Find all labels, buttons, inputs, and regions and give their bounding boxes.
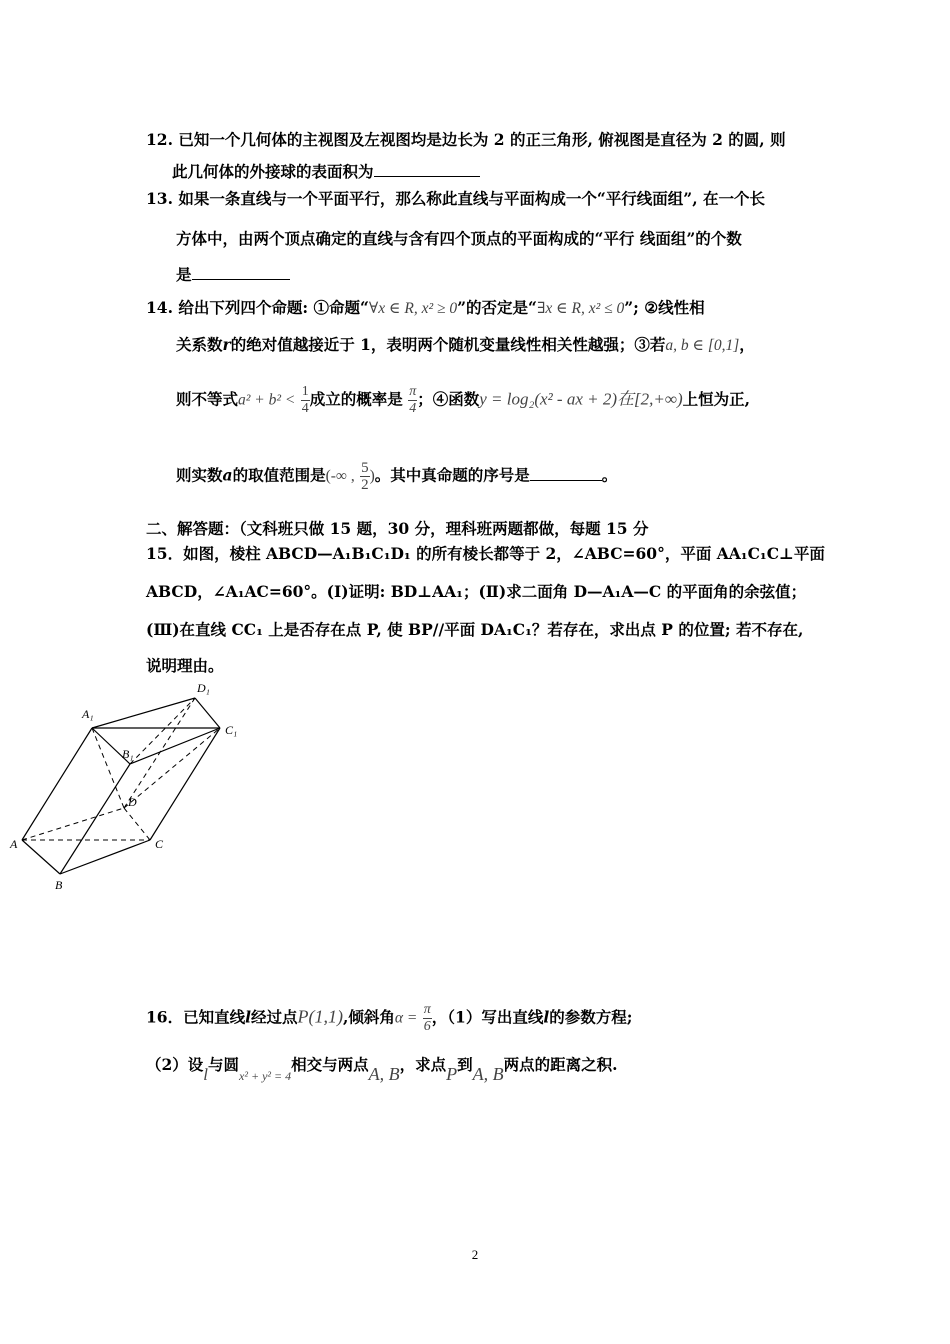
q16-math-alpha: α = — [394, 1009, 418, 1027]
q16-math-AB: A, B — [368, 1064, 400, 1084]
q14-text-c2: 成立的概率是 — [309, 389, 403, 409]
q16-text-b4: ，求点 — [399, 1055, 447, 1074]
q14-frac1-den: 4 — [301, 401, 309, 416]
q16-text-a5: 的参数方程; — [549, 1007, 633, 1027]
edge-B-B1 — [60, 764, 130, 874]
q16-frac-den: 6 — [423, 1019, 431, 1034]
q14-text-d3: 。其中真命题的序号是 — [374, 465, 530, 485]
edge-D-D1 — [124, 698, 195, 808]
label-C1: C₁ — [225, 723, 238, 737]
label-D1: D₁ — [197, 681, 210, 695]
q14-var-a: a — [222, 465, 233, 485]
q14-answer-blank — [530, 466, 602, 481]
edge-B1-C1 — [130, 728, 220, 764]
q14-fraction-five-half — [360, 460, 370, 493]
q16-math-circle: x² + y² = 4 — [239, 1069, 292, 1083]
q14-line4 — [176, 460, 617, 493]
q16-fraction-pi-sixth — [423, 1002, 432, 1035]
q16-text-b3: 相交与两点 — [291, 1055, 369, 1074]
q14-var-r: r — [222, 335, 231, 354]
q14-math-range-open: (-∞ , — [325, 467, 355, 485]
q12-line2 — [172, 160, 480, 182]
q14-frac3-num: 5 — [361, 460, 369, 476]
q16-math-point-p: P(1,1) — [297, 1006, 343, 1027]
edge-A-D — [22, 808, 124, 840]
q16-text-b5: 到 — [457, 1055, 473, 1074]
q14-text-b3: ， — [739, 335, 755, 354]
q14-math-inequality: a² + b² < — [238, 391, 296, 409]
q16-var-l-3: l — [203, 1065, 209, 1084]
q16-var-l-2: l — [543, 1007, 550, 1027]
edge-B-C — [60, 840, 150, 874]
prism-solid-edges — [22, 698, 220, 874]
q16-text-a1: 16．已知直线 — [146, 1007, 246, 1027]
q14-frac1-num: 1 — [301, 384, 309, 399]
q13-line2: 方体中，由两个顶点确定的直线与含有四个顶点的平面构成的“平行 线面组”的个数 — [176, 229, 742, 248]
edge-A-B — [22, 840, 60, 874]
q14-text-c1: 则不等式 — [176, 389, 239, 409]
label-A: A — [10, 837, 18, 851]
q16-text-b1: （2）设 — [146, 1055, 204, 1074]
edge-D-C — [124, 808, 150, 840]
q16-text-a4: ，（1）写出直线 — [431, 1007, 544, 1027]
q14-text-b2: 的绝对值越接近于 1，表明两个随机变量线性相关性越强；③若 — [230, 335, 666, 354]
label-D: D — [128, 795, 137, 809]
q14-line2 — [176, 333, 755, 355]
q14-math-forall: ∀x ∈ R, x² ≥ 0 — [368, 300, 458, 317]
q13-line1: 13. 如果一条直线与一个平面平行，那么称此直线与平面构成一个“平行线面组”, 在一个长 — [146, 189, 765, 208]
q15-line2: ABCD，∠A₁AC=60°。(Ⅰ)证明: BD⊥AA₁；(Ⅱ)求二面角 D—A₁A—C 的平面角的余弦值； — [146, 582, 807, 601]
q14-frac2-den: 4 — [409, 401, 417, 416]
edge-D1-C1 — [195, 698, 220, 728]
q16-math-AB-2: A, B — [472, 1064, 504, 1084]
q16-text-b6: 两点的距离之积. — [503, 1055, 618, 1074]
q14-math-exists: ∃x ∈ R, x² ≤ 0 — [536, 300, 625, 317]
q14-text-a3: ”; ②线性相 — [624, 298, 705, 317]
section-heading-answers: 二、解答题：（文科班只做 15 题，30 分，理科班两题都做，每题 15 分 — [146, 519, 649, 538]
q14-text-d4: 。 — [601, 465, 618, 485]
q14-text-a1: 14. 给出下列四个命题: ①命题“ — [146, 298, 369, 317]
q16-line2 — [146, 1053, 618, 1084]
q15-line4: 说明理由。 — [146, 656, 224, 675]
edge-A-A1 — [22, 728, 92, 840]
q14-text-d1: 则实数 — [176, 465, 223, 485]
q16-line1 — [146, 1002, 632, 1035]
q14-line3 — [176, 384, 750, 417]
q14-text-d2: 的取值范围是 — [232, 465, 326, 485]
q16-frac-num: π — [423, 1002, 431, 1017]
label-B: B — [55, 878, 63, 892]
edge-A1-D1 — [92, 698, 195, 728]
q14-text-b1: 关系数 — [176, 335, 223, 354]
prism-figure — [0, 678, 260, 898]
q13-line3-text: 是 — [176, 265, 192, 284]
label-B1: B₁ — [122, 747, 134, 761]
q14-text-c3: ；④函数 — [417, 389, 480, 409]
q14-fraction-quarter — [301, 384, 310, 417]
q14-math-log-function: y = log₂(x² - ax + 2)在[2,+∞) — [479, 389, 683, 409]
q16-text-a2: 经过点 — [250, 1007, 298, 1027]
q14-frac3-den: 2 — [361, 477, 369, 493]
q13-line3 — [176, 263, 290, 285]
q12-line2-text: 此几何体的外接球的表面积为 — [172, 162, 374, 181]
q14-text-a2: ”的否定是“ — [457, 298, 537, 317]
q14-fraction-pi-quarter — [408, 384, 417, 417]
edge-D-C1 — [124, 728, 220, 808]
q12-answer-blank — [374, 162, 480, 177]
label-A1: A₁ — [82, 707, 94, 721]
edge-C-C1 — [150, 728, 220, 840]
q16-text-a3: ,倾斜角 — [342, 1007, 395, 1027]
label-C: C — [155, 837, 164, 851]
q14-frac2-num: π — [409, 384, 417, 399]
edge-A1-D — [92, 728, 124, 808]
q13-answer-blank — [192, 265, 290, 280]
page-number: 2 — [471, 1247, 479, 1262]
q15-line1: 15．如图，棱柱 ABCD—A₁B₁C₁D₁ 的所有棱长都等于 2，∠ABC=60°，平面 AA₁C₁C⊥平面 — [146, 544, 825, 563]
q16-var-l: l — [245, 1007, 251, 1027]
q14-line1 — [146, 296, 705, 318]
q16-text-b2: 与圆 — [208, 1055, 240, 1074]
q16-math-P: P — [446, 1064, 458, 1084]
q14-math-ab-interval: a, b ∈ [0,1] — [665, 337, 740, 354]
q14-text-c4: 上恒为正, — [682, 389, 751, 409]
q12-line1: 12. 已知一个几何体的主视图及左视图均是边长为 2 的正三角形, 俯视图是直径为 2 的圆, 则 — [146, 130, 786, 149]
q14-math-range-close: ) — [369, 467, 375, 485]
q15-line3: (Ⅲ)在直线 CC₁ 上是否存在点 P, 使 BP//平面 DA₁C₁？若存在，求出点 P 的位置; 若不存在, — [146, 620, 804, 639]
